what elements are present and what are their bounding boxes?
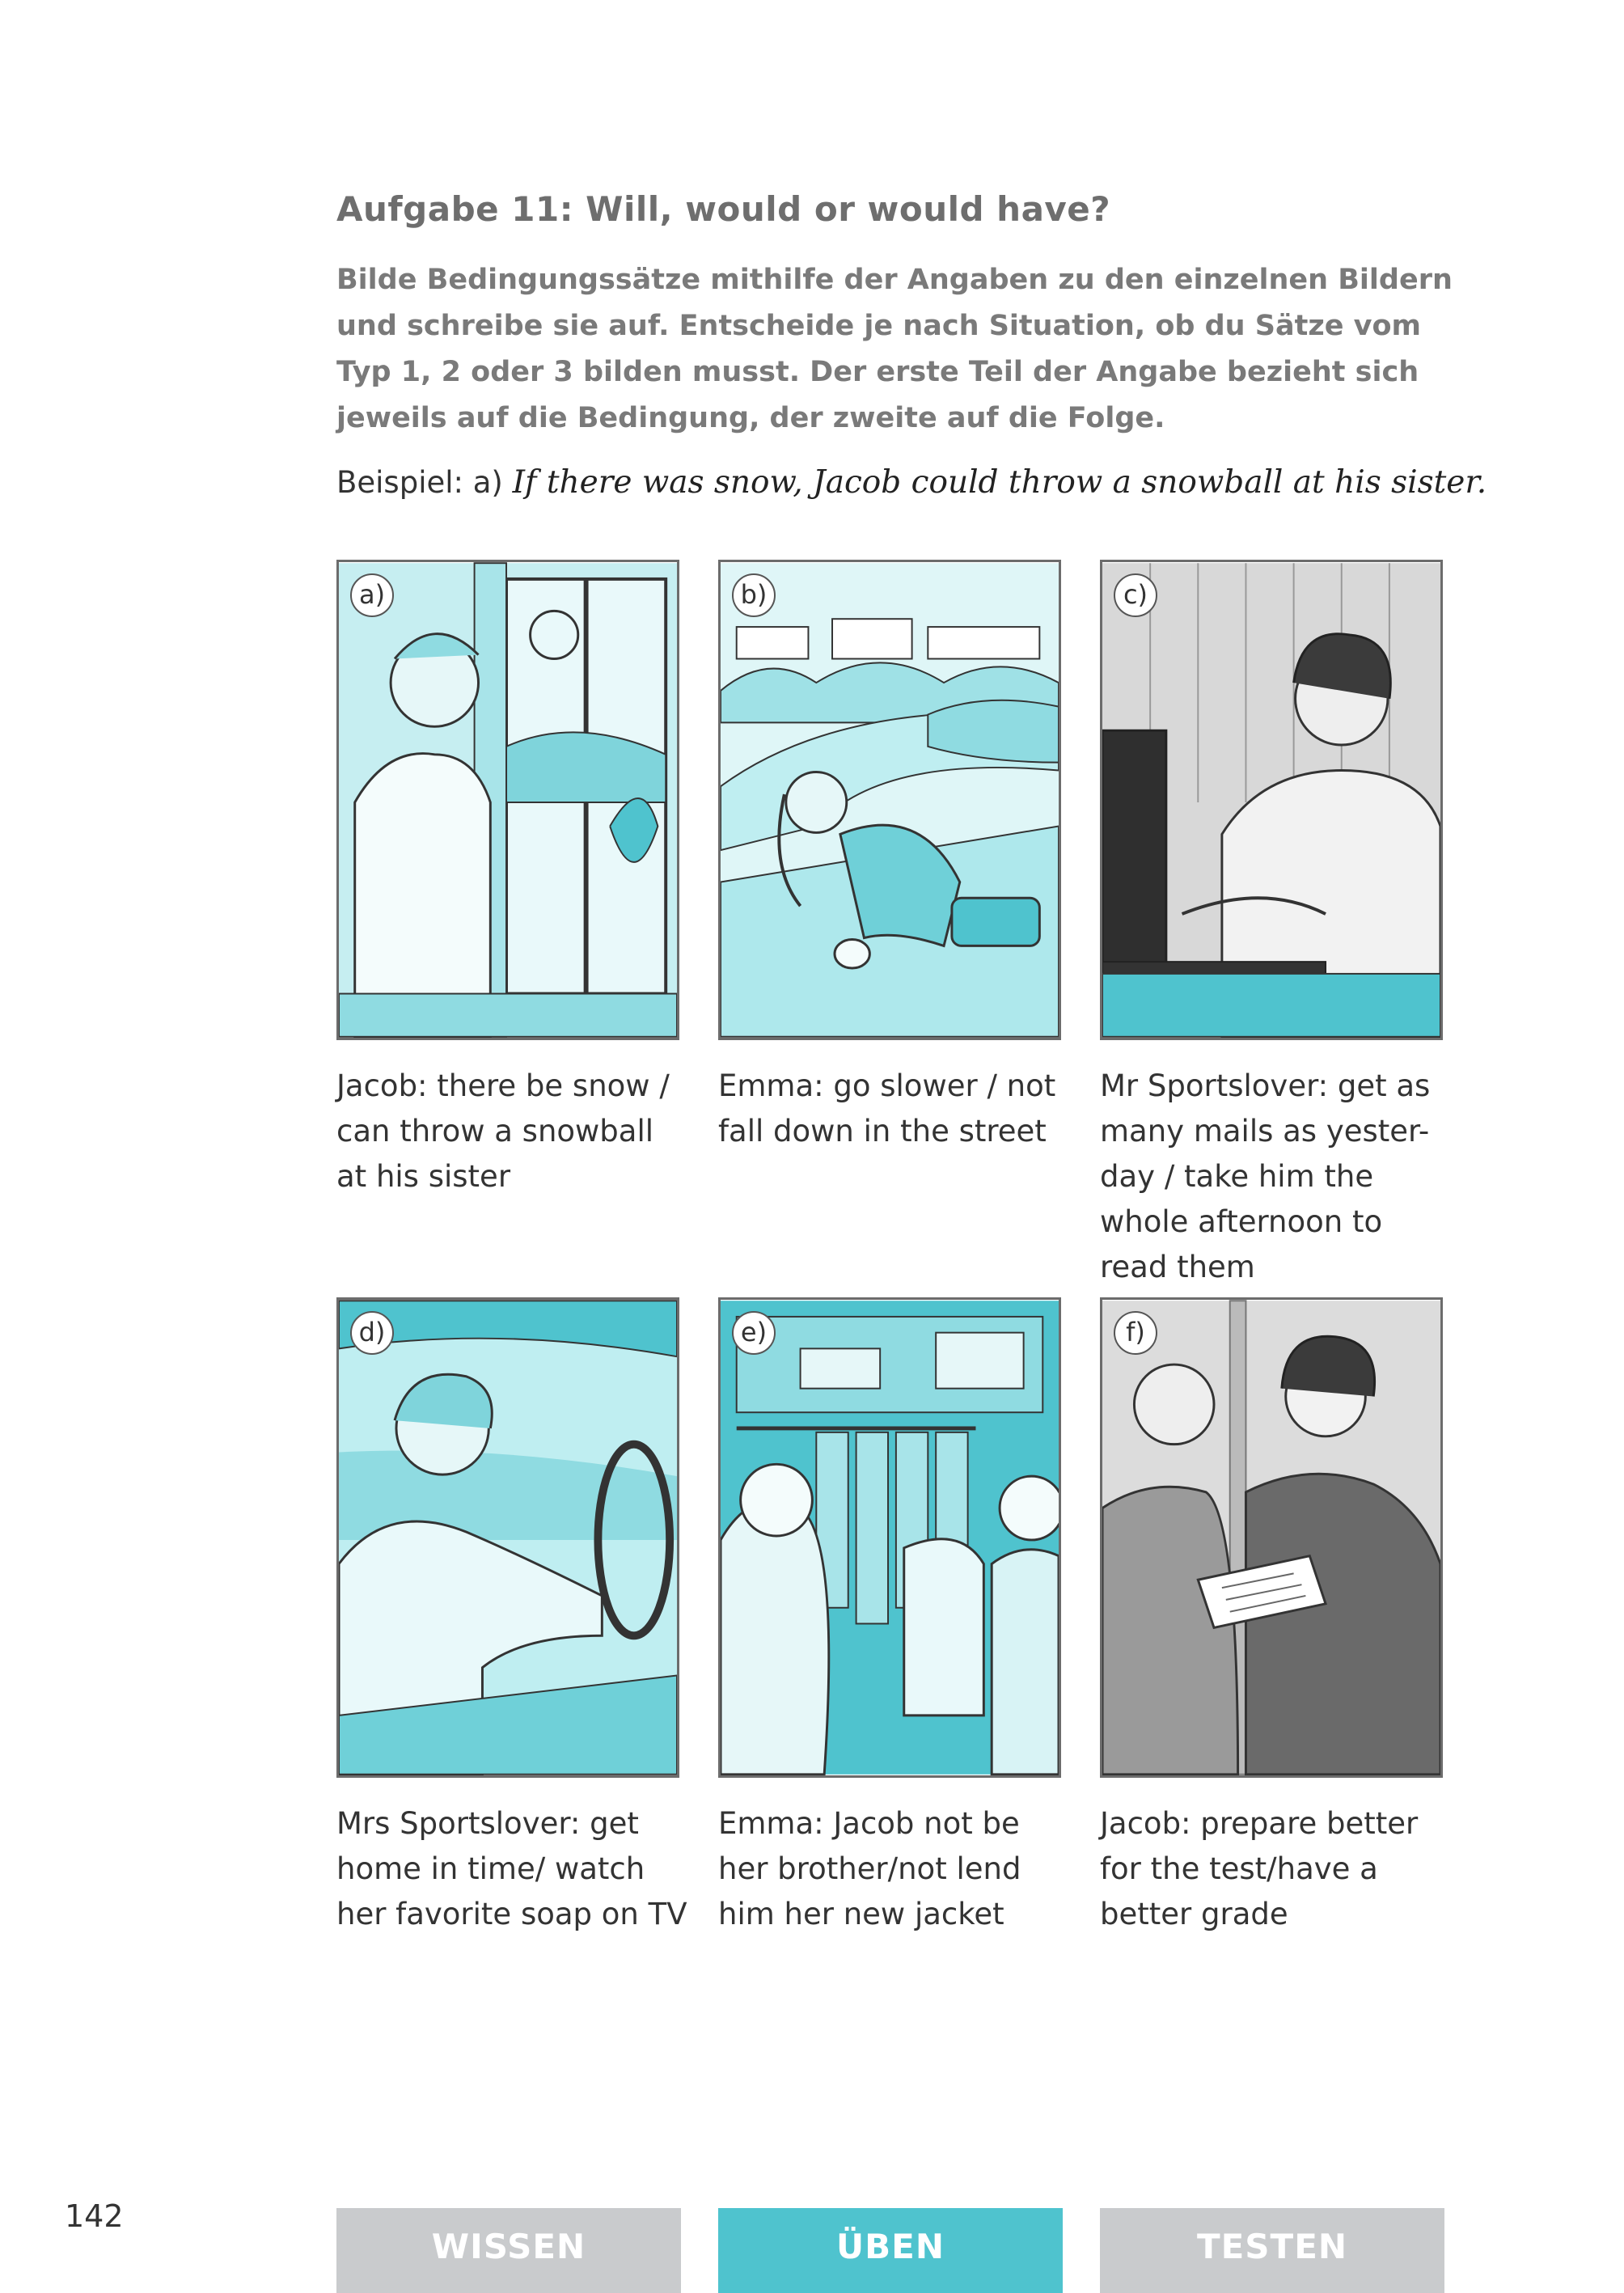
caption-a: Jacob: there be snow / can throw a snowball at his sister	[336, 1068, 670, 1194]
panel-label: e)	[732, 1311, 776, 1355]
caption-c: Mr Sportslover: get as many mails as yester-day / take him the whole afternoon to read them	[1100, 1068, 1431, 1284]
test-grade-illustration	[1102, 1300, 1440, 1775]
example-sentence: If there was snow, Jacob could throw a snowball at his sister.	[512, 464, 1487, 501]
caption-e: Emma: Jacob not be her brother/not lend him her new jacket	[718, 1806, 1021, 1931]
tab-ueben[interactable]: ÜBEN	[718, 2208, 1063, 2293]
caption-f: Jacob: prepare better for the test/have a better grade	[1100, 1806, 1419, 1931]
panel-label: b)	[732, 573, 776, 617]
panel-label: c)	[1114, 573, 1157, 617]
tab-testen[interactable]: TESTEN	[1100, 2208, 1444, 2293]
caption-d: Mrs Sportslover: get home in time/ watch her favorite soap on TV	[336, 1806, 687, 1931]
fallen-skater-illustration	[721, 562, 1059, 1038]
exercise-title: Aufgabe 11: Will, would or would have?	[336, 189, 1111, 229]
exercise-instructions: Bilde Bedingungssätze mithilfe der Angaben zu den einzelnen Bildern und schreibe sie auf. Entscheide je nach Situation, ob du Sätze vom Typ 1, 2 oder 3 bilden musst. Der erste Teil der Angabe bezieht sich jeweils auf die Bedingung, der zweite auf die Folge.	[336, 264, 1453, 434]
wardrobe-siblings-illustration	[721, 1300, 1059, 1775]
panel-label: f)	[1114, 1311, 1157, 1355]
illustration-panel-b	[718, 560, 1061, 1040]
panel-label: d)	[350, 1311, 394, 1355]
driving-woman-illustration	[339, 1300, 677, 1775]
illustration-panel-c	[1100, 560, 1443, 1040]
illustration-panel-a	[336, 560, 679, 1040]
illustration-panel-f	[1100, 1297, 1443, 1778]
caption-b: Emma: go slower / not fall down in the street	[718, 1068, 1056, 1149]
window-boy-illustration	[339, 562, 677, 1038]
computer-man-illustration	[1102, 562, 1440, 1038]
example-line	[336, 464, 1550, 501]
illustration-panel-d	[336, 1297, 679, 1778]
example-letter: a)	[472, 465, 503, 500]
page-number: 142	[65, 2198, 124, 2234]
panel-label: a)	[350, 573, 394, 617]
tab-wissen[interactable]: WISSEN	[336, 2208, 681, 2293]
example-label: Beispiel:	[336, 465, 463, 500]
illustration-panel-e	[718, 1297, 1061, 1778]
